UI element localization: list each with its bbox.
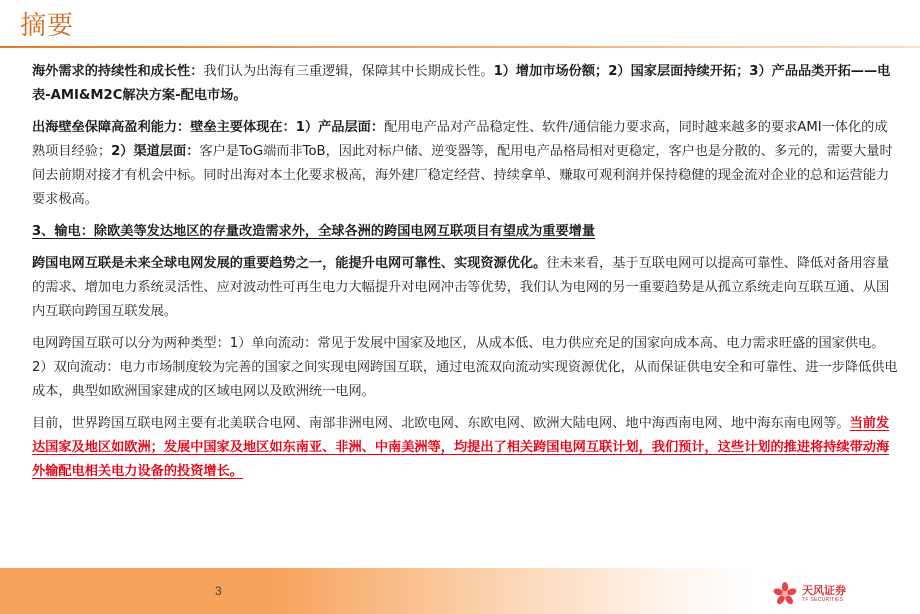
- paragraph-interconnection-types: [32, 332, 898, 404]
- barriers-product-text: 配用电产品对产品稳定性、软件/通信能力要求高，同时越来越多的要求AMI一体化的成熟项目经验；: [32, 120, 888, 159]
- current-grids-text: 目前，世界跨国互联电网主要有北美联合电网、南部非洲电网、北欧电网、东欧电网、欧洲大陆电网、地中海西南电网、地中海东南电网等。: [32, 416, 850, 431]
- barriers-channel-lead: 2）渠道层面：: [111, 144, 200, 159]
- overseas-demand-text: 我们认为出海有三重逻辑，保障其中长期成长性。: [203, 64, 494, 79]
- overseas-demand-points: 1）增加市场份额；2）国家层面持续开拓；3）产品品类开拓——电表-AMI&M2C解决方案-配电市场。: [32, 64, 891, 103]
- logo-subtitle: TF SECURITIES: [802, 597, 844, 603]
- interconnection-trend-lead: 跨国电网互联是未来全球电网发展的重要趋势之一，能提升电网可靠性、实现资源优化。: [32, 256, 547, 271]
- paragraph-overseas-demand: [32, 60, 898, 108]
- page-number: 3: [215, 584, 222, 598]
- barriers-channel-text: 客户是ToG端而非ToB，因此对标户储、逆变器等，配用电产品格局相对更稳定，客户也是分散的、多元的，需要大量时间去前期对接才有机会中标。同时出海对本土化要求极高，海外建厂稳定经营、持续拿单、赚取可观利润并保持稳健的现金流对企业的总和运营能力要求极高。: [32, 144, 893, 207]
- flower-logo-icon: [772, 581, 798, 607]
- overseas-demand-lead: 海外需求的持续性和成长性：: [32, 64, 204, 79]
- title-divider: [0, 46, 920, 48]
- page-title: 摘要: [20, 11, 75, 41]
- transmission-heading: 3、输电：除欧美等发达地区的存量改造需求外，全球各洲的跨国电网互联项目有望成为重要增量: [32, 224, 596, 239]
- barriers-lead: 出海壁垒保障高盈利能力：壁垒主要体现在：1）产品层面：: [32, 120, 385, 135]
- paragraph-interconnection-trend: [32, 252, 898, 324]
- paragraph-barriers: [32, 116, 898, 212]
- summary-body: [32, 60, 898, 492]
- investment-outlook-highlight: 当前发达国家及地区如欧洲；发展中国家及地区如东南亚、非洲、中南美洲等，均提出了相关跨国电网互联计划，我们预计，这些计划的推进将持续带动海外输配电相关电力设备的投资增长。: [32, 416, 890, 479]
- logo-name: 天风证券: [802, 584, 846, 597]
- interconnection-types-text: 电网跨国互联可以分为两种类型：1）单向流动：常见于发展中国家及地区，从成本低、电力供应充足的国家向成本高、电力需求旺盛的国家供电。2）双向流动：电力市场制度较为完善的国家之间实现电网跨国互联，通过电流双向流动实现资源优化，从而保证供电安全和可靠性、进一步降低供电成本，典型如欧洲国家建成的区域电网以及欧洲统一电网。: [32, 336, 898, 399]
- paragraph-current-grids: [32, 412, 898, 484]
- company-logo: [772, 578, 846, 610]
- interconnection-trend-text: 往未来看，基于互联电网可以提高可靠性、降低对备用容量的需求、增加电力系统灵活性、应对波动性可再生电力大幅提升对电网冲击等优势，我们认为电网的另一重要趋势是从孤立系统走向互联互通、从国内互联向跨国互联发展。: [32, 256, 890, 319]
- paragraph-transmission-heading: [32, 220, 898, 244]
